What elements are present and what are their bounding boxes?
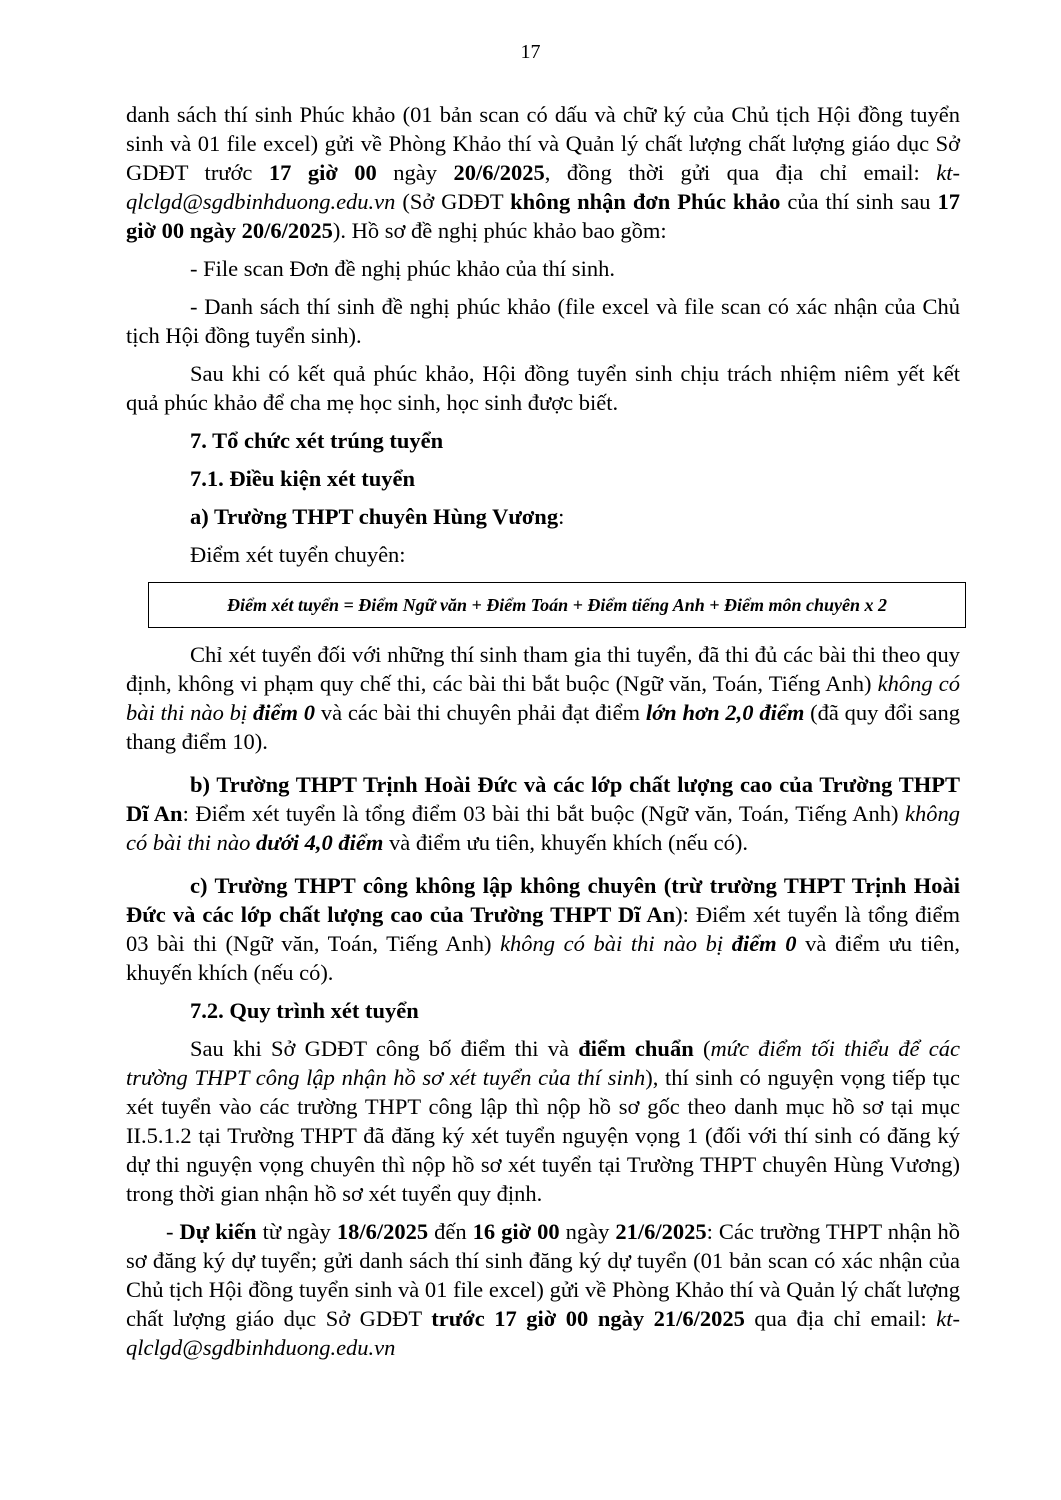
paragraph-registration-timeline: - Dự kiến từ ngày 18/6/2025 đến 16 giờ 00 ngày 21/6/2025: Các trường THPT nhận hồ sơ đăng ký dự tuyển; gửi danh sách thí sinh đăng ký dự tuyển (01 bản scan có xác nhận của Chủ tịch Hội đồng tuyển sinh và 01 file excel) gửi về Phòng Khảo thí và Quản lý chất lượng chất lượng giáo dục Sở GDĐT trước 17 giờ 00 ngày 21/6/2025 qua địa chỉ email: kt-qlclgd@sgdbinhduong.edu.vn (126, 1219, 960, 1360)
page-number: 17 (520, 41, 541, 63)
paragraph-conditions-a: Chỉ xét tuyển đối với những thí sinh tham gia thi tuyển, đã thi đủ các bài thi theo quy định, không vi phạm quy chế thi, các bài thi bắt buộc (Ngữ văn, Toán, Tiếng Anh) không có bài thi nào bị điểm 0 và các bài thi chuyên phải đạt điểm lớn hơn 2,0 điểm (đã quy đổi sang thang điểm 10). (126, 642, 961, 754)
score-intro: Điểm xét tuyển chuyên: (190, 542, 406, 567)
list-item-candidate-list: - Danh sách thí sinh đề nghị phúc khảo (file excel và file scan có xác nhận của Chủ tịch Hội đồng tuyển sinh). (126, 294, 960, 348)
paragraph-conditions-c: c) Trường THPT công không lập không chuyên (trừ trường THPT Trịnh Hoài Đức và các lớp chất lượng cao của Trường THPT Dĩ An): Điểm xét tuyển là tổng điểm 03 bài thi (Ngữ văn, Toán, Tiếng Anh) không có bài thi nào bị điểm 0 và điểm ưu tiên, khuyến khích (nếu có). (126, 873, 961, 985)
section-heading-7-1: 7.1. Điều kiện xét tuyển (190, 466, 415, 491)
section-heading-7-2: 7.2. Quy trình xét tuyển (190, 998, 419, 1023)
paragraph-conditions-b: b) Trường THPT Trịnh Hoài Đức và các lớp chất lượng cao của Trường THPT Dĩ An: Điểm xét tuyển là tổng điểm 03 bài thi bắt buộc (Ngữ văn, Toán, Tiếng Anh) không có bài thi nào dưới 4,0 điểm và điểm ưu tiên, khuyến khích (nếu có). (126, 772, 960, 855)
email-link: kt-qlclgd@sgdbinhduong.edu.vn (126, 1306, 960, 1360)
formula-text: Điểm xét tuyển = Điểm Ngữ văn + Điểm Toán + Điểm tiếng Anh + Điểm môn chuyên x 2 (227, 594, 887, 615)
list-item-scan-form: - File scan Đơn đề nghị phúc khảo của thí sinh. (190, 256, 615, 281)
document-body (126, 100, 960, 1362)
paragraph-appeal-results: Sau khi có kết quả phúc khảo, Hội đồng tuyển sinh chịu trách nhiệm niêm yết kết quả phúc khảo để cha mẹ học sinh, học sinh được biết. (126, 361, 960, 415)
email-link: kt-qlclgd@sgdbinhduong.edu.vn (126, 160, 960, 214)
paragraph-appeal-submission: danh sách thí sinh Phúc khảo (01 bản scan có dấu và chữ ký của Chủ tịch Hội đồng tuyển sinh và 01 file excel) gửi về Phòng Khảo thí và Quản lý chất lượng chất lượng giáo dục Sở GDĐT trước 17 giờ 00 ngày 20/6/2025, đồng thời gửi qua địa chỉ email: kt-qlclgd@sgdbinhduong.edu.vn (Sở GDĐT không nhận đơn Phúc khảo của thí sinh sau 17 giờ 00 ngày 20/6/2025). Hồ sơ đề nghị phúc khảo bao gồm: (126, 102, 960, 243)
section-heading-7: 7. Tổ chức xét trúng tuyển (190, 428, 444, 453)
subheading-a: a) Trường THPT chuyên Hùng Vương: (190, 504, 565, 529)
formula-box (148, 582, 966, 628)
paragraph-admission-process: Sau khi Sở GDĐT công bố điểm thi và điểm chuẩn (mức điểm tối thiểu để các trường THPT công lập nhận hồ sơ xét tuyển của thí sinh), thí sinh có nguyện vọng tiếp tục xét tuyển vào các trường THPT công lập thì nộp hồ sơ gốc theo danh mục hồ sơ tại mục II.5.1.2 tại Trường THPT đã đăng ký xét tuyển nguyện vọng 1 (đối với thí sinh có đăng ký dự thi nguyện vọng chuyên thì nộp hồ sơ xét tuyển tại Trường THPT chuyên Hùng Vương) trong thời gian nhận hồ sơ xét tuyển quy định. (126, 1036, 960, 1206)
